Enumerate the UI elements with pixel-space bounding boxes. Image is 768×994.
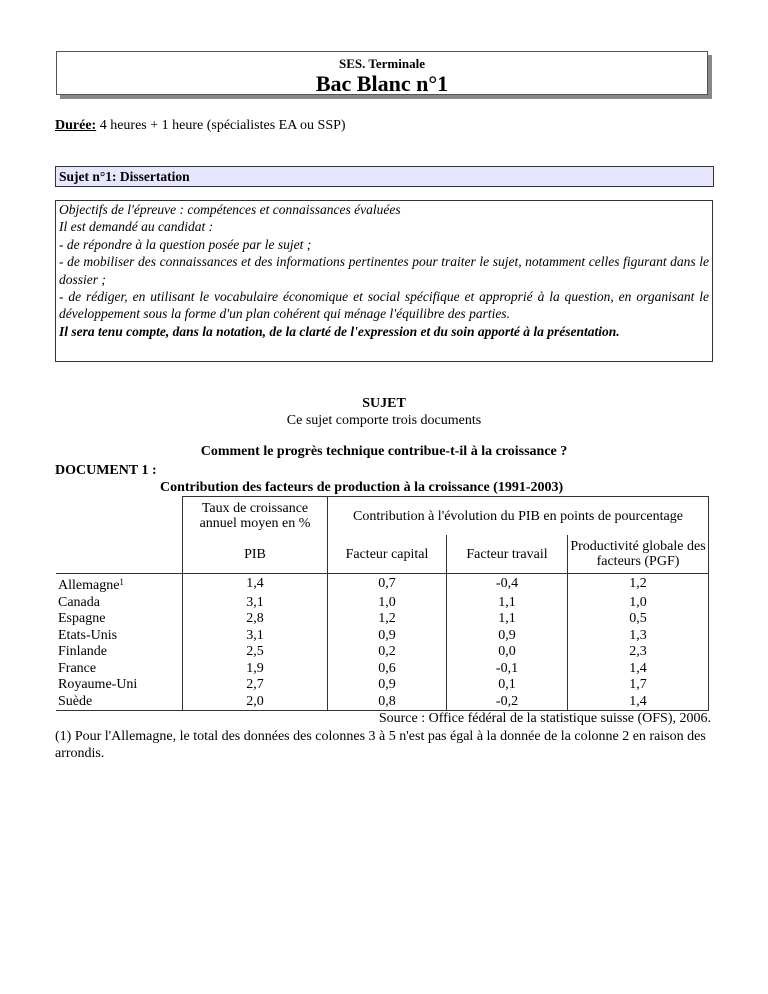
value-cell: 1,1	[447, 595, 568, 612]
value-cell: 1,0	[568, 595, 709, 612]
value-cell: 0,9	[447, 628, 568, 645]
objectifs-box	[55, 200, 713, 362]
value-cell: 3,1	[183, 628, 328, 645]
table-caption: Contribution des facteurs de production à la croissance (1991-2003)	[160, 480, 564, 495]
duree-label: Durée:	[55, 118, 97, 133]
table-row	[56, 677, 709, 694]
value-cell: 1,2	[328, 611, 447, 628]
country-cell: Royaume-Uni	[58, 677, 138, 692]
table-row	[56, 574, 709, 595]
value-cell: 1,7	[568, 677, 709, 694]
table-row	[56, 644, 709, 661]
country-cell: Espagne	[58, 611, 106, 626]
value-cell: 0,6	[328, 661, 447, 678]
value-cell: 0,1	[447, 677, 568, 694]
table-row	[56, 628, 709, 645]
value-cell: 0,9	[328, 677, 447, 694]
header-taux: Taux de croissance annuel moyen en %	[183, 497, 328, 536]
table-row	[56, 611, 709, 628]
header-title: Bac Blanc n°1	[315, 71, 449, 96]
value-cell: 0,2	[328, 644, 447, 661]
column-header: Facteur capital	[328, 535, 447, 574]
value-cell: -0,2	[447, 694, 568, 711]
value-cell: 2,3	[568, 644, 709, 661]
value-cell: 1,0	[328, 595, 447, 612]
value-cell: 1,1	[447, 611, 568, 628]
country-cell: Canada	[58, 594, 100, 610]
table-row	[56, 595, 709, 612]
sujet-box: Sujet n°1: Dissertation	[55, 166, 714, 187]
value-cell: 3,1	[183, 595, 328, 612]
footnote: (1) Pour l'Allemagne, le total des données des colonnes 3 à 5 n'est pas égal à la donnée de la colonne 2 en raison des arrondis.	[55, 729, 706, 761]
document-label: DOCUMENT 1 :	[55, 463, 157, 478]
source-line: Source : Office fédéral de la statistique suisse (OFS), 2006.	[378, 711, 711, 726]
value-cell: 1,9	[183, 661, 328, 678]
footnote-ref: 1	[119, 577, 124, 587]
value-cell: 2,0	[183, 694, 328, 711]
sujet-heading: SUJET	[362, 396, 406, 411]
sujet-subheading: Ce sujet comporte trois documents	[286, 413, 482, 428]
value-cell: 0,9	[328, 628, 447, 645]
value-cell: 1,3	[568, 628, 709, 645]
country-cell: Etats-Unis	[58, 627, 118, 643]
value-cell: 1,2	[568, 574, 709, 595]
data-table	[56, 496, 709, 711]
duree-line	[55, 118, 346, 134]
objectifs-bold-line: Il sera tenu compte, dans la notation, de la clarté de l'expression et du soin apporté à la présentation.	[59, 323, 620, 339]
header-contribution: Contribution à l'évolution du PIB en points de pourcentage	[328, 497, 709, 536]
country-cell: Allemagne$^1$	[56, 574, 183, 595]
value-cell: 1,4	[183, 574, 328, 595]
country-cell: France	[58, 660, 97, 676]
value-cell: 0,8	[328, 694, 447, 711]
sujet-question: Comment le progrès technique contribue-t-il à la croissance ?	[200, 444, 568, 459]
value-cell: 1,4	[568, 694, 709, 711]
column-header: PIB	[183, 535, 328, 574]
header-subtitle: SES. Terminale	[339, 56, 425, 71]
value-cell: 0,5	[568, 611, 709, 628]
objectifs-line: Objectifs de l'épreuve : compétences et connaissances évaluées	[59, 202, 401, 217]
country-cell: Finlande	[58, 644, 107, 659]
value-cell: 2,7	[183, 677, 328, 694]
duree-text: 4 heures + 1 heure (spécialistes EA ou SSP)	[96, 118, 346, 133]
value-cell: 0,0	[447, 644, 568, 661]
value-cell: -0,4	[447, 574, 568, 595]
value-cell: 2,5	[183, 644, 328, 661]
objectifs-line: - de répondre à la question posée par le sujet ;	[59, 236, 312, 252]
table-row	[56, 694, 709, 711]
value-cell: 0,7	[328, 574, 447, 595]
objectifs-line: - de mobiliser des connaissances et des informations pertinentes pour traiter le sujet, notamment celles figurant dans le dossier ;	[59, 254, 709, 287]
table-header-row	[56, 497, 709, 536]
column-header: Facteur travail	[447, 535, 568, 574]
objectifs-line: Il est demandé au candidat :	[59, 219, 214, 235]
value-cell: 1,4	[568, 661, 709, 678]
country-cell: Suède	[56, 694, 183, 711]
table-row	[56, 661, 709, 678]
objectifs-line: - de rédiger, en utilisant le vocabulaire économique et social spécifique et approprié à la question, en organisant le développement sous la forme d'un plan cohérent qui ménage l'équilibre des parties.	[59, 289, 709, 322]
header-box	[56, 51, 708, 95]
value-cell: -0,1	[447, 661, 568, 678]
column-header: Productivité globale des facteurs (PGF)	[568, 535, 709, 574]
value-cell: 2,8	[183, 611, 328, 628]
table-header-row	[56, 535, 709, 574]
